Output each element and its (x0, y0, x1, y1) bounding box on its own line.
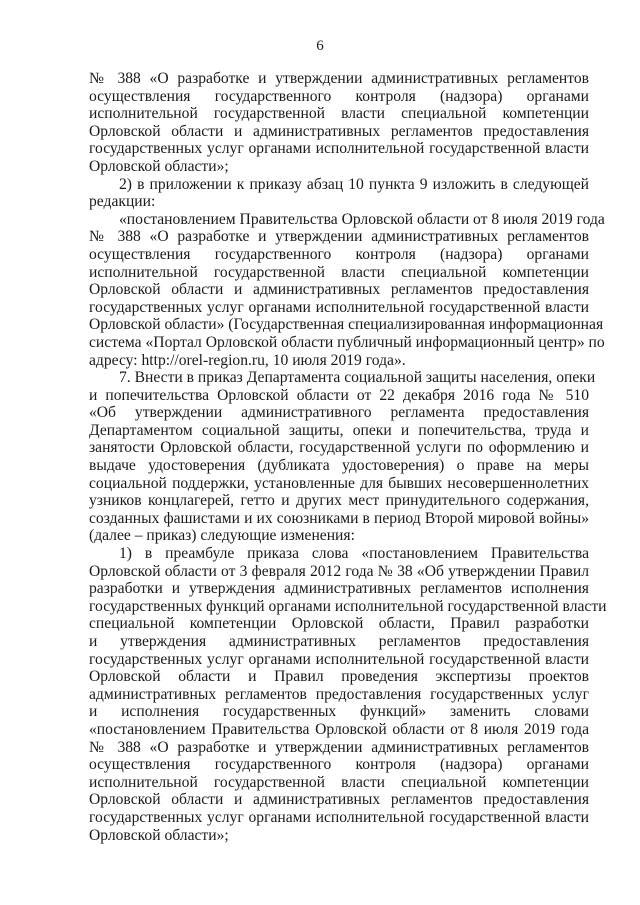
text-line: государственных услуг органами исполнительной государственной власти (89, 808, 589, 826)
text-line: выдаче удостоверения (дубликата удостоверения) о праве на меры (89, 457, 589, 475)
text-line: Орловской области и Правил проведения экспертизы проектов (89, 668, 589, 686)
text-line: «постановлением Правительства Орловской области от 8 июля 2019 года (89, 720, 589, 738)
text-line: осуществления государственного контроля (надзора) органами (89, 245, 589, 263)
text-line: занятости Орловской области, государственной услуги по оформлению и (89, 439, 589, 457)
text-line: государственных услуг органами исполнительной государственной власти (89, 298, 589, 316)
text-line: государственных услуг органами исполнительной государственной власти (89, 650, 589, 668)
text-line: осуществления государственного контроля (надзора) органами (89, 87, 589, 105)
text-line: социальной поддержки, установленные для бывших несовершеннолетних (89, 474, 589, 492)
text-line: осуществления государственного контроля (надзора) органами (89, 756, 589, 774)
text-line: Орловской области и административных регламентов предоставления (89, 281, 589, 299)
text-line: и исполнения государственных функций» заменить словами (89, 703, 589, 721)
text-line: и утверждения административных регламентов предоставления (89, 633, 589, 650)
text-line: адресу: http://orel-region.ru, 10 июля 2019 года». (89, 351, 406, 369)
text-line: Орловской области и административных регламентов предоставления (89, 122, 589, 140)
text-line: № 388 «О разработке и утверждении административных регламентов (89, 228, 589, 246)
page-number: 6 (316, 38, 324, 54)
text-line: № 388 «О разработке и утверждении административных регламентов (89, 70, 589, 87)
text-line: Орловской области»; (89, 157, 229, 175)
text-line: № 388 «О разработке и утверждении административных регламентов (89, 738, 589, 756)
text-line: и попечительства Орловской области от 22 декабря 2016 года № 510 (89, 386, 589, 404)
text-line: разработки и утверждения административных регламентов исполнения (89, 580, 589, 598)
text-line: созданных фашистами и их союзниками в период Второй мировой войны» (89, 509, 589, 527)
text-line: административных регламентов предоставления государственных услуг (89, 685, 589, 703)
text-line: Орловской области» (Государственная специализированная информационная (89, 316, 604, 334)
text-line: 2) в приложении к приказу абзац 10 пункта 9 изложить в следующей (119, 175, 589, 193)
text-line: специальной компетенции Орловской области, Правил разработки (89, 615, 589, 633)
text-line: «постановлением Правительства Орловской области от 8 июля 2019 года (119, 210, 605, 228)
text-line: Орловской области и административных регламентов предоставления (89, 791, 589, 809)
text-line: государственных услуг органами исполнительной государственной власти (89, 140, 589, 158)
text-line: Департаментом социальной защиты, опеки и попечительства, труда и (89, 421, 589, 439)
text-line: государственных функций органами исполнительной государственной власти (89, 597, 607, 615)
text-line: Орловской области»; (89, 826, 229, 844)
text-line: 1) в преамбуле приказа слова «постановлением Правительства (119, 545, 589, 563)
text-line: исполнительной государственной власти специальной компетенции (89, 263, 589, 281)
text-line: узников концлагерей, гетто и других мест принудительного содержания, (89, 492, 589, 510)
text-line: система «Портал Орловской области публичный информационный центр» по (89, 333, 605, 351)
text-line: 7. Внести в приказ Департамента социальной защиты населения, опеки (119, 369, 596, 387)
text-line: «Об утверждении административного регламента предоставления (89, 404, 589, 422)
text-line: исполнительной государственной власти специальной компетенции (89, 773, 589, 791)
text-line: исполнительной государственной власти специальной компетенции (89, 105, 589, 123)
text-line: Орловской области от 3 февраля 2012 года № 38 «Об утверждении Правил (89, 562, 589, 580)
document-body (89, 70, 607, 844)
text-line: (далее – приказ) следующие изменения: (89, 527, 355, 545)
text-line: редакции: (89, 193, 156, 211)
